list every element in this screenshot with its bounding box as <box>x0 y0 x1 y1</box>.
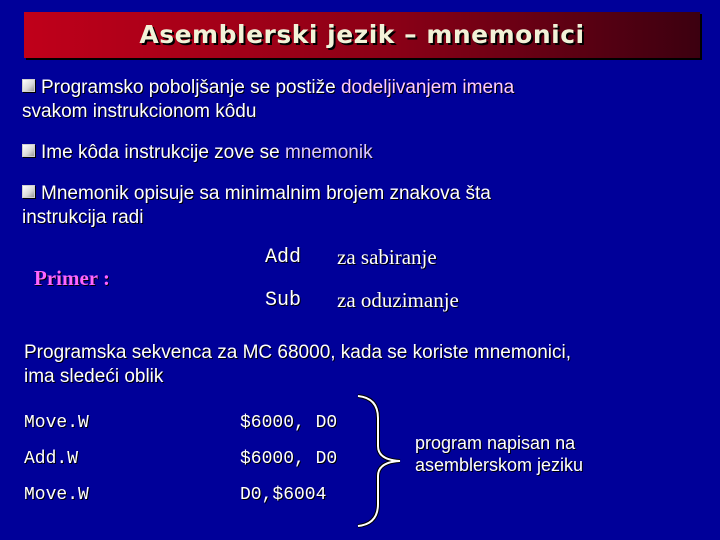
code-instr-2: Add.W <box>24 449 79 469</box>
bullet-3-text: Mnemonik opisuje sa minimalnim brojem znakova šta <box>41 183 491 204</box>
bullet-2 <box>22 141 702 165</box>
title-bar <box>24 12 700 58</box>
example-label: Primer : <box>34 266 110 290</box>
sequence-text <box>24 341 714 389</box>
bullet-3 <box>22 182 702 230</box>
bullet-1-text: Programsko poboljšanje se postiže <box>41 77 341 98</box>
bullet-1-highlight: dodeljivanjem imena <box>340 77 515 98</box>
example-desc-sub: za oduzimanje <box>337 288 459 312</box>
checkbox-bullet-icon <box>22 144 35 157</box>
example-mnemonic-add: Add <box>265 246 302 269</box>
bullet-2-highlight: mnemonik <box>284 142 373 163</box>
sequence-line1: Programska sekvenca za MC 68000, kada se koriste mnemonici, <box>24 342 572 363</box>
slide-title: Asemblerski jezik – mnemonici <box>139 20 585 49</box>
example-mnemonic-sub: Sub <box>265 289 302 312</box>
code-operands-2: $6000, D0 <box>240 449 338 469</box>
code-note-line2: asemblerskom jeziku <box>415 455 584 475</box>
bullet-1 <box>22 76 702 124</box>
code-note <box>415 432 625 476</box>
bullet-3-line2: instrukcija radi <box>22 207 144 228</box>
code-note-line1: program napisan na <box>415 433 576 453</box>
curly-brace-icon <box>356 394 406 528</box>
bullet-2-text: Ime kôda instrukcije zove se <box>41 142 285 163</box>
code-instr-3: Move.W <box>24 485 89 505</box>
sequence-line2: ima sledeći oblik <box>24 366 164 387</box>
code-instr-1: Move.W <box>24 413 89 433</box>
code-operands-1: $6000, D0 <box>240 413 338 433</box>
bullet-1-line2: svakom instrukcionom kôdu <box>22 101 257 122</box>
example-desc-add: za sabiranje <box>337 245 437 269</box>
checkbox-bullet-icon <box>22 79 35 92</box>
code-operands-3: D0,$6004 <box>240 485 327 505</box>
checkbox-bullet-icon <box>22 185 35 198</box>
